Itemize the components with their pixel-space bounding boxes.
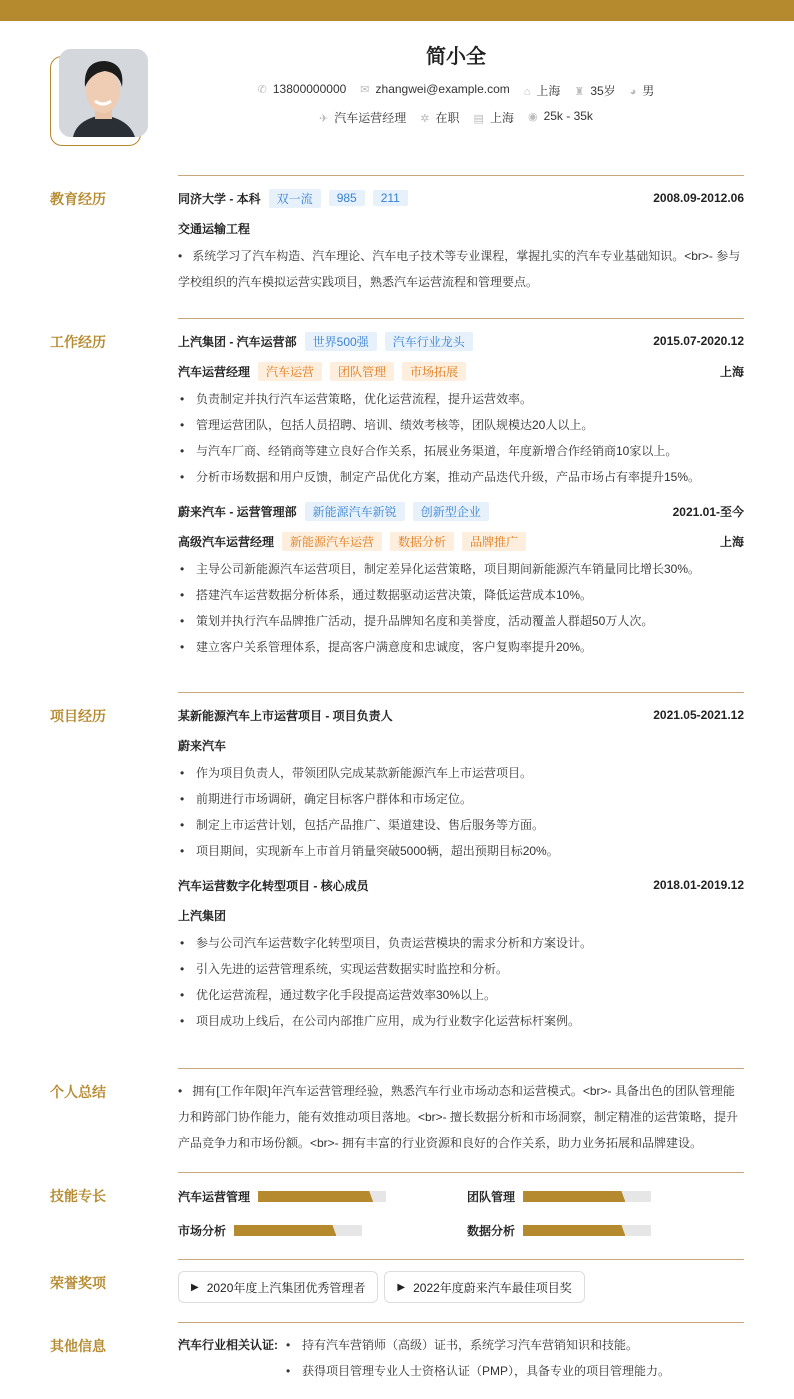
skill-name: 团队管理	[467, 1190, 516, 1204]
phone-icon: ✆	[257, 84, 267, 96]
city-text: 上海	[489, 111, 514, 125]
status-info	[420, 109, 459, 126]
age-info	[574, 82, 615, 99]
company-tag: 新能源汽车新锐	[305, 502, 405, 521]
work-item: • 建立客户关系管理体系，提高客户满意度和忠诚度，客户复购率提升20%。	[178, 634, 744, 660]
skill-bar	[258, 1191, 386, 1202]
project-org: 蔚来汽车	[178, 738, 227, 753]
skill-bar	[523, 1225, 651, 1236]
project-item: • 引入先进的运营管理系统，实现运营数据实时监控和分析。	[178, 956, 744, 982]
skill-tag: 数据分析	[390, 532, 454, 551]
job-intent-row	[59, 109, 794, 126]
age-text: 35岁	[590, 84, 616, 98]
status-text: 在职	[435, 111, 460, 125]
work-item: • 与汽车厂商、经销商等建立良好合作关系，拓展业务渠道，年度新增合作经销商10家以上。	[178, 438, 744, 464]
project-item: • 优化运营流程，通过数字化手段提高运营效率30%以上。	[178, 982, 744, 1008]
work-date: 2021.01-至今	[672, 504, 744, 519]
company-name: 上汽集团 - 汽车运营部	[178, 334, 297, 349]
contact-row	[59, 82, 794, 99]
divider	[178, 692, 744, 693]
company-tag: 世界500强	[305, 332, 377, 351]
skill-bar-fill	[258, 1191, 373, 1202]
skill-name: 汽车运营管理	[178, 1190, 251, 1204]
top-accent-bar	[0, 0, 794, 21]
major: 交通运输工程	[178, 221, 251, 236]
work-item: • 搭建汽车运营数据分析体系，通过数据驱动运营决策，降低运营成本10%。	[178, 582, 744, 608]
position-info	[319, 109, 406, 126]
gender-info	[630, 82, 655, 99]
skill-item	[178, 1222, 362, 1239]
candidate-name: 简小全	[426, 46, 486, 68]
city-info	[474, 109, 514, 126]
skill-bar-fill	[523, 1191, 625, 1202]
award-text: 2020年度上汽集团优秀管理者	[206, 1280, 366, 1295]
divider	[178, 1259, 744, 1260]
school-tag: 双一流	[269, 189, 321, 208]
school-name: 同济大学 - 本科	[178, 191, 261, 206]
home-icon: ⌂	[523, 86, 531, 98]
phone-text: 13800000000	[272, 82, 347, 96]
job-role: 高级汽车运营经理	[178, 534, 275, 549]
triangle-icon: ▶	[397, 1281, 406, 1293]
salary-info	[528, 109, 593, 126]
work-item: • 负责制定并执行汽车运营策略，优化运营流程，提升运营效率。	[178, 386, 744, 412]
section-title: 其他信息	[50, 1338, 106, 1354]
skill-bar-fill	[523, 1225, 625, 1236]
project-org: 上汽集团	[178, 908, 227, 923]
phone-info	[258, 82, 347, 99]
divider	[178, 1068, 744, 1069]
skill-bar-fill	[234, 1225, 336, 1236]
summary-text: • 拥有[工作年限]年汽车运营管理经验，熟悉汽车行业市场动态和运营模式。<br>- 具备出色的团队管理能力和跨部门协作能力，能有效推动项目落地。<br>- 擅长数据分析和市场洞察，制定精准的运营策略，提升产品竞争力和市场份额。<br>- 拥有丰富的行业资源和良好的合作关系，助力业务拓展和品牌建设。	[178, 1078, 744, 1156]
skill-item	[467, 1188, 651, 1205]
section-title: 工作经历	[50, 334, 106, 350]
section-title: 教育经历	[50, 191, 106, 207]
project-date: 2021.05-2021.12	[653, 708, 744, 722]
skill-tag: 汽车运营	[258, 362, 322, 381]
skill-item	[467, 1222, 651, 1239]
work-entry	[178, 496, 744, 660]
award-text: 2022年度蔚来汽车最佳项目奖	[413, 1280, 572, 1295]
email-info	[360, 82, 509, 99]
education-date: 2008.09-2012.06	[653, 191, 744, 205]
project-item: • 作为项目负责人，带领团队完成某款新能源汽车上市运营项目。	[178, 760, 744, 786]
skill-name: 数据分析	[467, 1224, 516, 1238]
location-info	[524, 82, 561, 99]
project-entry	[178, 700, 744, 864]
skill-tag: 团队管理	[330, 362, 394, 381]
divider	[178, 1172, 744, 1173]
skill-tag: 市场拓展	[402, 362, 466, 381]
company-tag: 汽车行业龙头	[385, 332, 473, 351]
divider	[178, 175, 744, 176]
work-item: • 策划并执行汽车品牌推广活动，提升品牌知名度和美誉度，活动覆盖人群超50万人次。	[178, 608, 744, 634]
certification-item: • 持有汽车营销师（高级）证书，系统学习汽车营销知识和技能。	[284, 1332, 670, 1358]
work-item: • 管理运营团队，包括人员招聘、培训、绩效考核等，团队规模达20人以上。	[178, 412, 744, 438]
work-location: 上海	[719, 534, 744, 549]
mail-icon: ✉	[360, 84, 370, 96]
section-title: 荣誉奖项	[50, 1275, 106, 1291]
skill-bar	[234, 1225, 362, 1236]
work-location: 上海	[719, 364, 744, 379]
skill-tag: 新能源汽车运营	[282, 532, 382, 551]
company-tag: 创新型企业	[413, 502, 489, 521]
project-title: 某新能源汽车上市运营项目 - 项目负责人	[178, 708, 393, 723]
cake-icon: ♜	[574, 86, 585, 98]
gender-icon: ◕	[629, 86, 637, 98]
project-item: • 参与公司汽车运营数字化转型项目，负责运营模块的需求分析和方案设计。	[178, 930, 744, 956]
project-date: 2018.01-2019.12	[653, 878, 744, 892]
project-entry	[178, 870, 744, 1034]
money-icon: ◉	[527, 111, 538, 123]
status-icon: ✲	[420, 113, 430, 125]
work-date: 2015.07-2020.12	[653, 334, 744, 348]
triangle-icon: ▶	[191, 1281, 199, 1293]
building-icon: ▤	[473, 113, 484, 125]
skill-item	[178, 1188, 386, 1205]
gender-text: 男	[642, 84, 655, 98]
divider	[178, 318, 744, 319]
project-item: • 制定上市运营计划，包括产品推广、渠道建设、售后服务等方面。	[178, 812, 744, 838]
certification-label: 汽车行业相关认证:	[178, 1338, 278, 1352]
skill-tag: 品牌推广	[462, 532, 526, 551]
salary-text: 25k - 35k	[543, 109, 593, 123]
education-desc: • 系统学习了汽车构造、汽车理论、汽车电子技术等专业课程，掌握扎实的汽车专业基础知识。<br>- 参与学校组织的汽车模拟运营实践项目，熟悉汽车运营流程和管理要点。	[178, 243, 744, 295]
email-text: zhangwei@example.com	[375, 82, 510, 96]
section-title: 技能专长	[50, 1188, 106, 1204]
company-name: 蔚来汽车 - 运营管理部	[178, 504, 297, 519]
work-item: • 主导公司新能源汽车运营项目，制定差异化运营策略，项目期间新能源汽车销量同比增长30%。	[178, 556, 744, 582]
certification-item: • 获得项目管理专业人士资格认证（PMP），具备专业的项目管理能力。	[284, 1358, 670, 1384]
divider	[178, 1322, 744, 1323]
project-item: • 项目期间，实现新车上市首月销量突破5000辆，超出预期目标20%。	[178, 838, 744, 864]
school-tag: 985	[329, 190, 365, 206]
location-text: 上海	[536, 84, 561, 98]
position-text: 汽车运营经理	[334, 111, 407, 125]
work-entry	[178, 326, 744, 490]
school-tag: 211	[373, 190, 408, 206]
section-title: 项目经历	[50, 708, 106, 724]
award-item	[178, 1271, 378, 1303]
send-icon: ✈	[319, 113, 329, 125]
skill-name: 市场分析	[178, 1224, 227, 1238]
project-item: • 项目成功上线后，在公司内部推广应用，成为行业数字化运营标杆案例。	[178, 1008, 744, 1034]
education-entry	[178, 183, 744, 295]
skill-bar	[523, 1191, 651, 1202]
section-title: 个人总结	[50, 1084, 106, 1100]
award-item	[384, 1271, 584, 1303]
project-item: • 前期进行市场调研，确定目标客户群体和市场定位。	[178, 786, 744, 812]
project-title: 汽车运营数字化转型项目 - 核心成员	[178, 878, 369, 893]
work-item: • 分析市场数据和用户反馈，制定产品优化方案，推动产品迭代升级，产品市场占有率提升15%。	[178, 464, 744, 490]
job-role: 汽车运营经理	[178, 364, 251, 379]
